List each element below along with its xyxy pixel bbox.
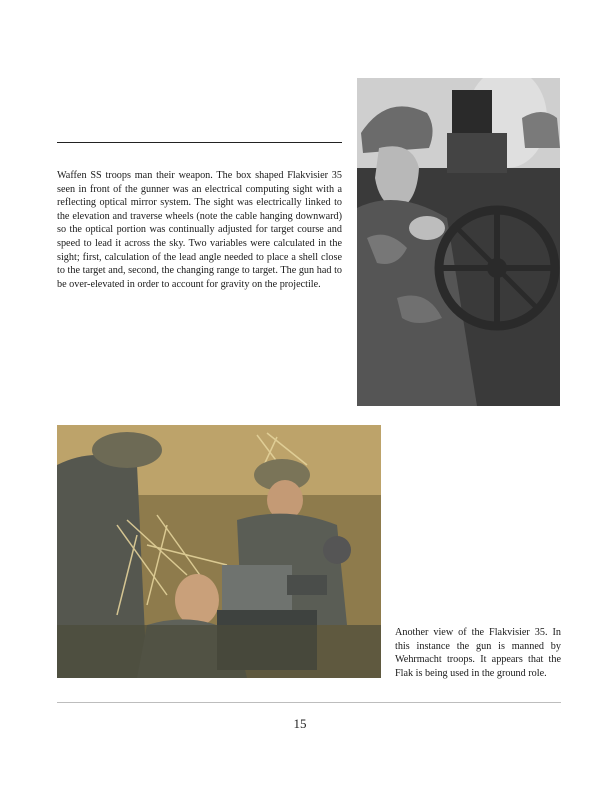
page-number: 15	[293, 716, 307, 731]
photo-waffen-ss-gunner	[357, 78, 560, 406]
photo-wehrmacht-crew	[57, 425, 381, 678]
bottom-divider-rule	[57, 702, 561, 703]
caption-wehrmacht-photo: Another view of the Flakvisier 35. In this instance the gun is manned by Wehrmacht troops. It appears that the Flak is being used in the ground role.	[395, 627, 561, 679]
caption-waffen-ss-photo: Waffen SS troops man their weapon. The box shaped Flakvisier 35 seen in front of the gunner was an electrical computing sight with a reflecting optical mirror system. The sight was electrically linked to the elevation and traverse wheels (note the cable hanging downward) so the optical portion was continually adjusted for target course and speed to lead it across the sky. Two variables were calculated in the sight; first, calculation of the lead angle needed to place a shell close to the target and, second, the changing range to target. The gun had to be over-elevated in order to account for gravity on the projectile.	[57, 170, 342, 290]
top-divider-rule	[57, 142, 342, 143]
